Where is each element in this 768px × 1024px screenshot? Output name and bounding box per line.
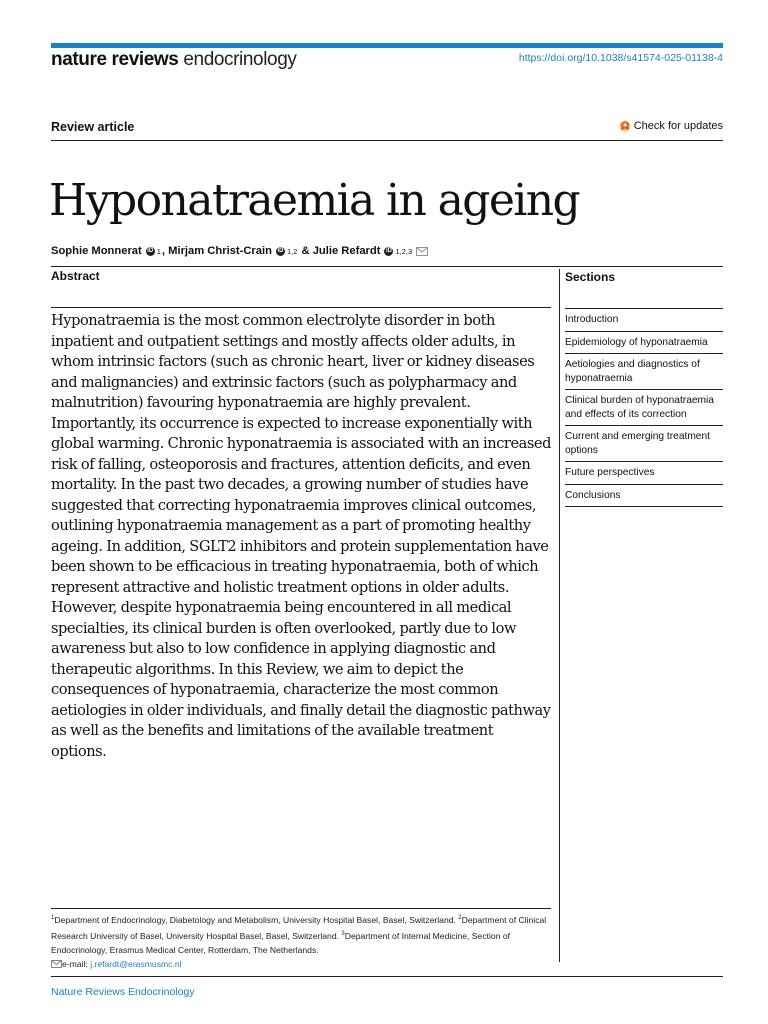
journal-name-light: endocrinology	[183, 49, 297, 70]
author-separator: ,	[161, 245, 169, 257]
title-top-rule	[51, 140, 723, 141]
section-link-future-perspectives[interactable]: Future perspectives	[565, 462, 723, 485]
author-name[interactable]: Sophie Monnerat	[51, 245, 142, 257]
section-link-conclusions[interactable]: Conclusions	[565, 485, 723, 508]
journal-name-bold: nature reviews	[51, 49, 179, 70]
affiliation-3: Department of Internal Medicine, Section of Endocrinology, Erasmus Medical Center, Rotterdam, The Netherlands.	[51, 930, 511, 956]
doi-link[interactable]: https://doi.org/10.1038/s41574-025-01138-4	[518, 52, 723, 64]
abstract-rule	[51, 307, 551, 308]
abstract-body: Hyponatraemia is the most common electrolyte disorder in both inpatient and outpatient settings and mostly affects older adults, in whom intrinsic factors (such as chronic heart, liver or kidney diseases and malignancies) and extrinsic factors (such as polypharmacy and malnutrition) favouring hyponatraemia are highly prevalent. Importantly, its occurrence is expected to increase exponentially with global warming. Chronic hyponatraemia is associated with an increased risk of falling, osteoporosis and fractures, attention deficits, and even mortality. In the past two decades, a growing number of studies have suggested that correcting hyponatraemia improves clinical outcomes, outlining hyponatraemia management as a part of promoting healthy ageing. In addition, SGLT2 inhibitors and protein supplementation have been shown to be efficacious in treating hyponatraemia, both of which represent attractive and holistic treatment options in older adults. However, despite hyponatraemia being encountered in all medical specialties, its clinical burden is often overlooked, partly due to low awareness but also to low confidence in applying diagnostic and therapeutic algorithms. In this Review, we aim to depict the consequences of hyponatraemia, characterize the most common aetiologies in older individuals, and finally detail the diagnostic pathway as well as the benefits and limitations of the available treatment options.	[51, 312, 551, 760]
email-envelope-icon	[51, 960, 62, 968]
author-name[interactable]: Julie Refardt	[312, 245, 381, 257]
abstract-heading: Abstract	[51, 269, 100, 283]
header-accent-bar	[51, 43, 723, 48]
author-affiliation-ref: 1	[156, 246, 161, 256]
article-title: Hyponatraemia in ageing	[49, 175, 580, 227]
affiliation-1: Department of Endocrinology, Diabetology and Metabolism, University Hospital Basel, Basel, Switzerland.	[54, 914, 456, 925]
affiliation-number: 1	[51, 915, 55, 921]
footer-rule	[51, 976, 723, 977]
check-updates-icon	[619, 120, 631, 132]
authors-bottom-rule	[51, 266, 723, 267]
sections-heading: Sections	[565, 270, 616, 284]
orcid-icon[interactable]: iD	[147, 247, 154, 254]
check-updates-label: Check for updates	[633, 120, 723, 132]
affiliations-footnote	[51, 908, 551, 972]
email-link[interactable]: j.refardt@erasmusmc.nl	[90, 959, 182, 970]
author-affiliation-ref: 1,2	[286, 246, 298, 256]
section-link-treatment-options[interactable]: Current and emerging treatment options	[565, 426, 723, 462]
journal-logo	[51, 49, 296, 71]
check-for-updates-button[interactable]	[619, 120, 723, 132]
affiliation-number: 3	[341, 931, 345, 938]
footer-journal-name[interactable]: Nature Reviews Endocrinology	[51, 986, 195, 998]
email-label: e-mail:	[62, 959, 91, 970]
author-list	[51, 245, 428, 257]
section-link-aetiologies[interactable]: Aetiologies and diagnostics of hyponatraemia	[565, 354, 723, 390]
section-link-clinical-burden[interactable]: Clinical burden of hyponatraemia and effects of its correction	[565, 390, 723, 426]
section-link-epidemiology[interactable]: Epidemiology of hyponatraemia	[565, 332, 723, 355]
orcid-icon[interactable]: iD	[385, 247, 392, 254]
orcid-icon[interactable]: iD	[277, 247, 284, 254]
author-affiliation-ref: 1,2,3	[395, 246, 413, 256]
author-name[interactable]: Mirjam Christ-Crain	[168, 245, 272, 257]
email-envelope-icon[interactable]	[416, 247, 428, 256]
column-divider	[559, 269, 560, 962]
section-link-introduction[interactable]: Introduction	[565, 309, 723, 332]
sections-nav	[565, 308, 723, 507]
article-type: Review article	[51, 120, 135, 134]
author-separator: &	[298, 245, 313, 257]
affiliation-number: 2	[458, 915, 462, 921]
affiliation-2: Department of Clinical Research University of Basel, University Hospital Basel, Basel, Switzerland.	[51, 914, 547, 941]
